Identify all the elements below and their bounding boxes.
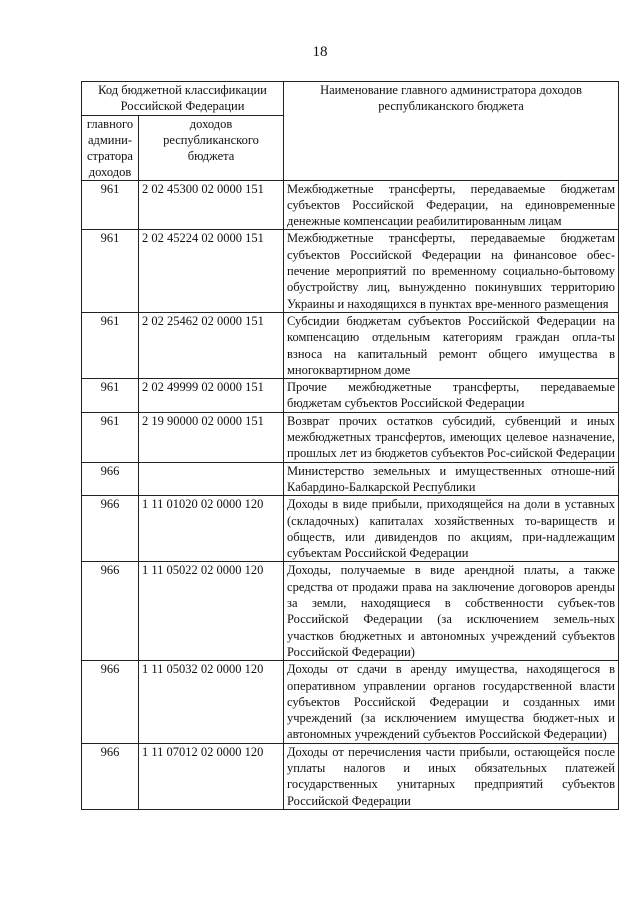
table-row bbox=[82, 562, 619, 661]
revenue-code-cell: 1 11 05022 02 0000 120 bbox=[139, 562, 284, 661]
administrator-name-cell: Субсидии бюджетам субъектов Российской Федерации на компенсацию отдельным категориям граждан опла-ты взноса на капитальный ремонт общего имущества в многоквартирном доме bbox=[284, 312, 619, 378]
revenue-code-cell: 2 02 45224 02 0000 151 bbox=[139, 230, 284, 312]
revenue-code-cell: 2 19 90000 02 0000 151 bbox=[139, 412, 284, 462]
budget-classification-table bbox=[81, 81, 619, 810]
admin-code-cell: 961 bbox=[82, 412, 139, 462]
admin-code-cell: 961 bbox=[82, 180, 139, 230]
administrator-name-cell: Министерство земельных и имущественных отноше-ний Кабардино-Балкарской Республики bbox=[284, 462, 619, 496]
table-row bbox=[82, 496, 619, 562]
administrator-name-cell: Межбюджетные трансферты, передаваемые бюджетам субъектов Российской Федерации на финансовое обес-печение мероприятий по временному социально-бытовому обустройству лиц, вынужденно покинувших территорию Украины и находящихся в пунктах вре-менного размещения bbox=[284, 230, 619, 312]
table-row bbox=[82, 312, 619, 378]
header-classification-code: Код бюджетной классификации Российской Федерации bbox=[82, 82, 284, 116]
admin-code-cell: 961 bbox=[82, 312, 139, 378]
table-row bbox=[82, 379, 619, 413]
admin-code-cell: 966 bbox=[82, 562, 139, 661]
header-main-administrator-text: главного админи-стратора доходов bbox=[86, 116, 134, 179]
header-republic-revenue: доходов республиканского бюджета bbox=[139, 115, 284, 180]
header-row-group bbox=[82, 82, 619, 116]
administrator-name-cell: Прочие межбюджетные трансферты, передаваемые бюджетам субъектов Российской Федерации bbox=[284, 379, 619, 413]
table-row bbox=[82, 661, 619, 743]
administrator-name-cell: Межбюджетные трансферты, передаваемые бюджетам субъектов Российской Федерации, на единовременные денежные компенсации реабилитированным лицам bbox=[284, 180, 619, 230]
table-row bbox=[82, 462, 619, 496]
revenue-code-cell: 2 02 25462 02 0000 151 bbox=[139, 312, 284, 378]
revenue-code-cell: 1 11 01020 02 0000 120 bbox=[139, 496, 284, 562]
revenue-code-cell: 2 02 45300 02 0000 151 bbox=[139, 180, 284, 230]
administrator-name-cell: Доходы от сдачи в аренду имущества, находящегося в оперативном управлении органов государственной власти субъектов Российской Федерации и созданных ими учреждений (за исключением имущества бюджет-ных и автономных учреждений субъектов Российской Федерации) bbox=[284, 661, 619, 743]
administrator-name-cell: Доходы, получаемые в виде арендной платы, а также средства от продажи права на заключение договоров аренды за земли, находящиеся в собственности субъек-тов Российской Федерации (за исключением земель-ных участков бюджетных и автономных учреждений субъектов Российской Федерации) bbox=[284, 562, 619, 661]
administrator-name-cell: Доходы от перечисления части прибыли, остающейся после уплаты налогов и иных обязательных платежей государственных унитарных предприятий субъектов Российской Федерации bbox=[284, 743, 619, 809]
revenue-code-cell: 1 11 07012 02 0000 120 bbox=[139, 743, 284, 809]
revenue-code-cell: 1 11 05032 02 0000 120 bbox=[139, 661, 284, 743]
admin-code-cell: 966 bbox=[82, 661, 139, 743]
header-main-administrator bbox=[82, 115, 139, 180]
table-row bbox=[82, 743, 619, 809]
administrator-name-cell: Возврат прочих остатков субсидий, субвенций и иных межбюджетных трансфертов, имеющих целевое назначение, прошлых лет из бюджетов субъектов Рос-сийской Федерации bbox=[284, 412, 619, 462]
page-number: 18 bbox=[312, 44, 328, 60]
admin-code-cell: 961 bbox=[82, 230, 139, 312]
table-row bbox=[82, 180, 619, 230]
table-row bbox=[82, 412, 619, 462]
admin-code-cell: 961 bbox=[82, 379, 139, 413]
admin-code-cell: 966 bbox=[82, 462, 139, 496]
admin-code-cell: 966 bbox=[82, 743, 139, 809]
revenue-code-cell: 2 02 49999 02 0000 151 bbox=[139, 379, 284, 413]
revenue-code-cell bbox=[139, 462, 284, 496]
table-body bbox=[82, 180, 619, 809]
header-administrator-name: Наименование главного администратора доходов республиканского бюджета bbox=[284, 82, 619, 181]
administrator-name-cell: Доходы в виде прибыли, приходящейся на доли в уставных (складочных) капиталах хозяйственных то-вариществ и обществ, или дивидендов по акциям, при-надлежащим субъектам Российской Федерации bbox=[284, 496, 619, 562]
table-row bbox=[82, 230, 619, 312]
admin-code-cell: 966 bbox=[82, 496, 139, 562]
table-header bbox=[82, 82, 619, 181]
